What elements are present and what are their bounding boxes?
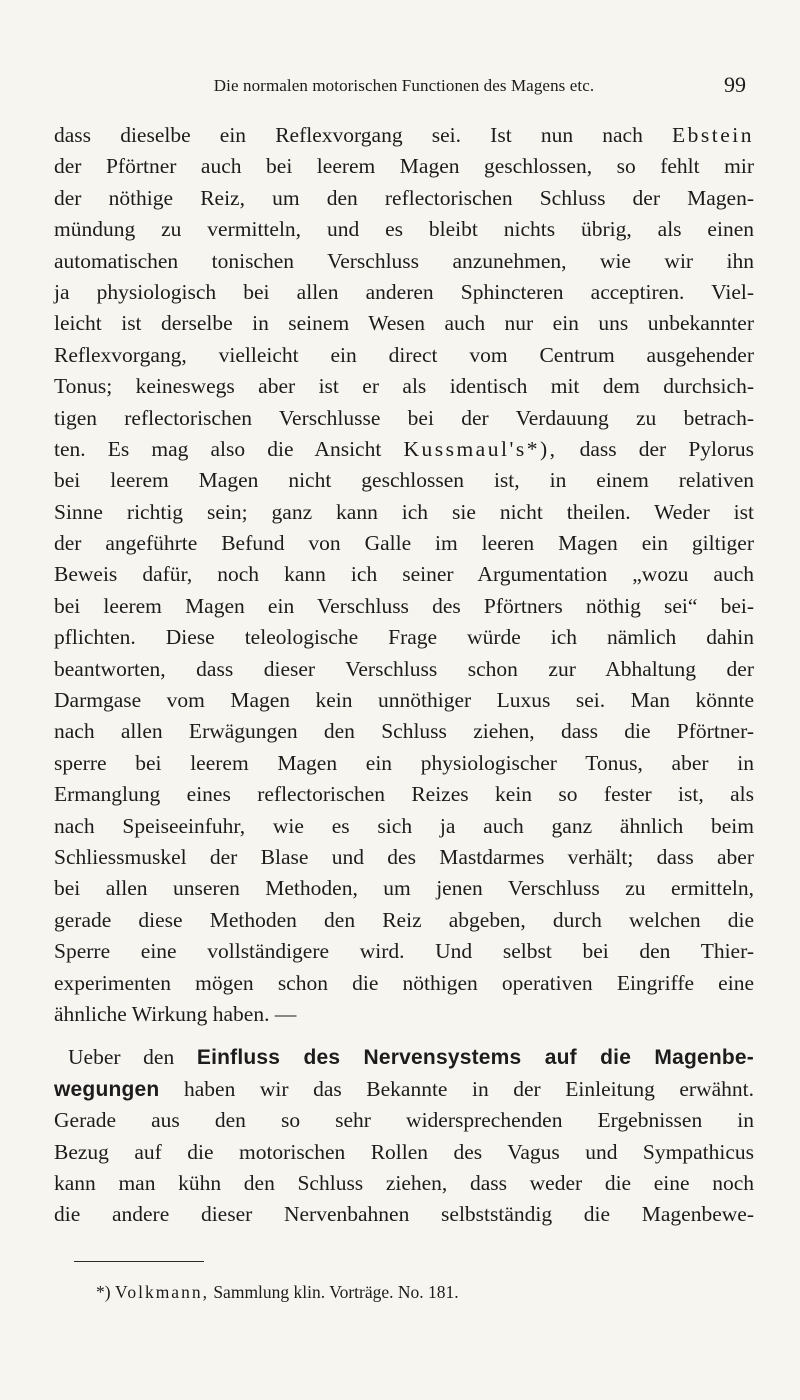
- book-page: [54, 72, 754, 1304]
- text-line: Darmgase vom Magen kein unnöthiger Luxus sei. Man könnte: [54, 688, 754, 713]
- text-line: Gerade aus den so sehr widersprechenden Ergebnissen in: [54, 1108, 754, 1133]
- section-keyword: Einfluss des Nervensystems auf die Magenbe-: [196, 1046, 754, 1070]
- paragraph-spacer: [54, 1030, 754, 1042]
- footnote-marker: *): [96, 1281, 111, 1302]
- footnote-text: Sammlung klin. Vorträge. No. 181.: [213, 1281, 459, 1302]
- text-line: sperre bei leerem Magen ein physiologischer Tonus, aber in: [54, 750, 754, 775]
- footnote-divider: [74, 1261, 204, 1262]
- text-line: nach Speiseeinfuhr, wie es sich ja auch ganz ähnlich beim: [54, 813, 754, 838]
- running-title: Die normalen motorischen Functionen des Magens etc.: [213, 76, 595, 95]
- body-text: [54, 120, 754, 1304]
- text-line: Sperre eine vollständigere wird. Und selbst bei den Thier-: [54, 939, 754, 964]
- text-line: Bezug auf die motorischen Rollen des Vagus und Sympathicus: [54, 1139, 754, 1164]
- text-line: bei allen unseren Methoden, um jenen Verschluss zu ermitteln,: [54, 876, 754, 901]
- text-line: experimenten mögen schon die nöthigen operativen Eingriffe eine: [54, 970, 754, 995]
- text-line: der nöthige Reiz, um den reflectorischen Schluss der Magen-: [54, 185, 754, 210]
- text-line: ja physiologisch bei allen anderen Sphincteren acceptiren. Viel-: [54, 279, 754, 304]
- text-line: Schliessmuskel der Blase und des Mastdarmes verhält; dass aber: [54, 844, 754, 869]
- text-line: automatischen tonischen Verschluss anzunehmen, wie wir ihn: [54, 248, 754, 273]
- text-line: tigen reflectorischen Verschlusse bei der Verdauung zu betrach-: [54, 405, 754, 430]
- paragraph-nervous-system: [54, 1042, 754, 1230]
- section-keyword-continued: wegungen: [54, 1077, 160, 1101]
- text-line: gerade diese Methoden den Reiz abgeben, durch welchen die: [54, 907, 754, 932]
- paragraph-reflex-tonus: [54, 120, 754, 1030]
- text-line: mündung zu vermitteln, und es bleibt nichts übrig, als einen: [54, 217, 754, 242]
- text-line: dass dieselbe ein Reflexvorgang sei. Ist nun nach Ebstein: [54, 123, 755, 147]
- text-line: wegungen haben wir das Bekannte in der Einleitung erwähnt.: [54, 1076, 754, 1101]
- text-line: der Pförtner auch bei leerem Magen geschlossen, so fehlt mir: [54, 154, 754, 179]
- footnote: [96, 1280, 754, 1304]
- text-line: die andere dieser Nervenbahnen selbstständig die Magenbewe-: [54, 1202, 754, 1227]
- text-line: Reflexvorgang, vielleicht ein direct vom Centrum ausgehender: [54, 342, 754, 367]
- running-head: [54, 72, 754, 106]
- text-line: der angeführte Befund von Galle im leeren Magen ein giltiger: [54, 531, 754, 556]
- author-name-kussmaul: Kussmaul's*),: [403, 436, 558, 461]
- text-line: bei leerem Magen ein Verschluss des Pförtners nöthig sei“ bei-: [54, 593, 754, 618]
- text-line: Sinne richtig sein; ganz kann ich sie nicht theilen. Weder ist: [54, 499, 754, 524]
- text-line: Ermanglung eines reflectorischen Reizes kein so fester ist, als: [54, 782, 754, 807]
- text-line: bei leerem Magen nicht geschlossen ist, in einem relativen: [54, 468, 754, 493]
- text-line: Ueber den Einfluss des Nervensystems auf die Magenbe-: [68, 1045, 754, 1070]
- text-line: pflichten. Diese teleologische Frage würde ich nämlich dahin: [54, 625, 754, 650]
- author-name-ebstein: Ebstein: [672, 123, 755, 147]
- text-line: ten. Es mag also die Ansicht Kussmaul's*), dass der Pylorus: [54, 436, 755, 461]
- text-line: nach allen Erwägungen den Schluss ziehen, dass die Pförtner-: [54, 719, 754, 744]
- text-line: Beweis dafür, noch kann ich seiner Argumentation „wozu auch: [54, 562, 754, 587]
- text-line: kann man kühn den Schluss ziehen, dass weder die eine noch: [54, 1170, 754, 1195]
- footnote-author: Volkmann,: [114, 1281, 209, 1302]
- text-line: beantworten, dass dieser Verschluss schon zur Abhaltung der: [54, 656, 754, 681]
- text-line: ähnliche Wirkung haben. —: [54, 1001, 297, 1026]
- text-line: Tonus; keineswegs aber ist er als identisch mit dem durchsich-: [54, 374, 754, 399]
- page-number: 99: [724, 72, 746, 97]
- text-line: leicht ist derselbe in seinem Wesen auch nur ein uns unbekannter: [54, 311, 754, 336]
